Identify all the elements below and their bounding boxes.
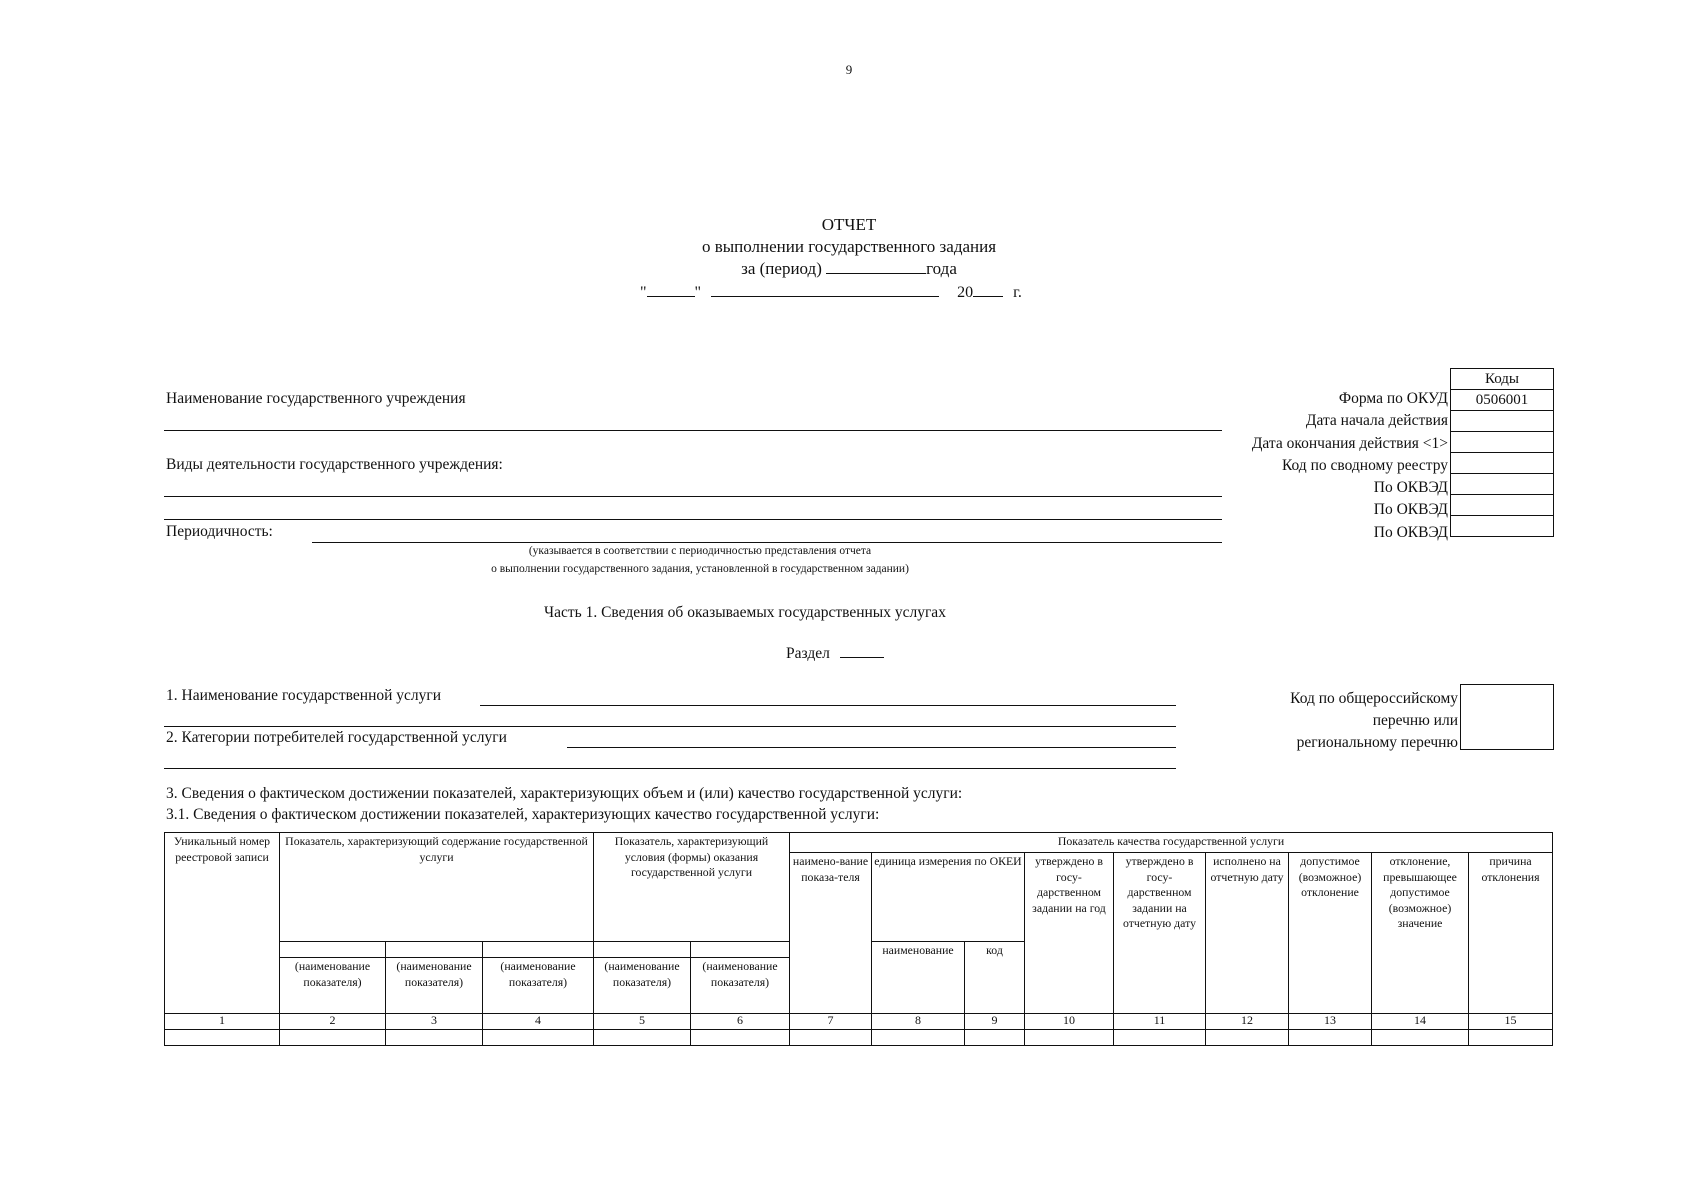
col-unit-code: код — [965, 942, 1025, 1014]
col-excess-deviation: отклонение, превышающее допустимое (возможное) значение — [1372, 853, 1469, 1014]
okved-code-3 — [1451, 516, 1554, 537]
registry-code-labels: Код по общероссийскому перечню или региональному перечню — [1290, 690, 1458, 751]
col-num-3: 3 — [386, 1014, 483, 1030]
col-executed: исполнено на отчетную дату — [1206, 853, 1289, 1014]
institution-name-line — [164, 430, 1222, 431]
label-start-date: Дата начала действия — [1305, 412, 1448, 430]
title-line3 — [0, 258, 1698, 280]
activities-line-1 — [164, 496, 1222, 497]
col-num-10: 10 — [1025, 1014, 1114, 1030]
col-unique-number: Уникальный номер реестровой записи — [165, 833, 280, 1014]
end-date-code — [1451, 432, 1554, 453]
col-allowed-deviation: допустимое (возможное) отклонение — [1289, 853, 1372, 1014]
periodicity-note-1: (указывается в соответствии с периодичностью представления отчета — [528, 545, 872, 557]
start-date-code — [1451, 411, 1554, 432]
periodicity-line — [312, 542, 1222, 543]
col-num-4: 4 — [483, 1014, 594, 1030]
quality-indicators-table — [164, 832, 1553, 1046]
title-line2: о выполнении государственного задания — [701, 237, 997, 256]
okved-code-2 — [1451, 495, 1554, 516]
label-end-date: Дата окончания действия <1> — [1251, 434, 1448, 452]
col-num-15: 15 — [1469, 1014, 1553, 1030]
periodicity-note-2: о выполнении государственного задания, установленной в государственном задании) — [491, 563, 909, 575]
col-content-indicator: Показатель, характеризующий содержание государственной услуги — [280, 833, 594, 942]
period-suffix: года — [926, 259, 957, 278]
report-title — [0, 214, 1698, 280]
label-okud: Форма по ОКУД — [1338, 390, 1448, 407]
col-approved-date: утверждено в госу-дарственном задании на отчетную дату — [1114, 853, 1206, 1014]
section-label: Раздел — [786, 645, 884, 663]
col-quality-indicator: Показатель качества государственной услуги — [790, 833, 1553, 853]
codes-labels — [1252, 388, 1448, 544]
col-unit: единица измерения по ОКЕИ — [872, 853, 1025, 942]
col-conditions-indicator: Показатель, характеризующий условия (формы) оказания государственной услуги — [594, 833, 790, 942]
registry-code-box — [1460, 684, 1554, 750]
activities-label: Виды деятельности государственного учреждения: — [166, 456, 503, 473]
heading-3: 3. Сведения о фактическом достижении показателей, характеризующих объем и (или) качество государственной услуги: — [166, 785, 963, 802]
period-prefix: за (период) — [741, 259, 822, 278]
content-sub-2 — [386, 942, 483, 958]
title-line1: ОТЧЕТ — [821, 215, 877, 234]
service-name-line — [480, 705, 1176, 706]
okud-code: 0506001 — [1451, 390, 1554, 411]
col-num-1: 1 — [165, 1014, 280, 1030]
conditions-sub-1 — [594, 942, 691, 958]
conditions-indicator-name-1: (наименование показателя) — [594, 958, 691, 1014]
label-registry: Код по сводному реестру — [1281, 456, 1448, 474]
content-indicator-name-2: (наименование показателя) — [386, 958, 483, 1014]
content-indicator-name-1: (наименование показателя) — [280, 958, 386, 1014]
col-num-13: 13 — [1289, 1014, 1372, 1030]
col-num-14: 14 — [1372, 1014, 1469, 1030]
column-numbers-row — [165, 1014, 1553, 1030]
table-row — [165, 1030, 1553, 1046]
institution-name-label: Наименование государственного учреждения — [166, 390, 466, 407]
col-approved-year: утверждено в госу-дарственном задании на год — [1025, 853, 1114, 1014]
periodicity-label: Периодичность: — [166, 523, 273, 540]
consumers-line — [567, 747, 1176, 748]
codes-table — [1450, 368, 1554, 537]
col-num-6: 6 — [691, 1014, 790, 1030]
part1-title: Часть 1. Сведения об оказываемых государственных услугах — [544, 604, 946, 621]
col-num-12: 12 — [1206, 1014, 1289, 1030]
codes-header: Коды — [1451, 369, 1554, 390]
col-num-7: 7 — [790, 1014, 872, 1030]
consumers-label: 2. Категории потребителей государственной услуги — [166, 729, 507, 746]
report-date: " " 20 г. — [640, 284, 1022, 301]
service-name-label: 1. Наименование государственной услуги — [166, 687, 442, 704]
col-num-2: 2 — [280, 1014, 386, 1030]
label-okved-1: По ОКВЭД — [1373, 479, 1448, 497]
page-number: 9 — [845, 62, 853, 77]
label-okved-2: По ОКВЭД — [1373, 501, 1448, 519]
conditions-indicator-name-2: (наименование показателя) — [691, 958, 790, 1014]
col-num-5: 5 — [594, 1014, 691, 1030]
consumers-line-2 — [164, 768, 1176, 769]
activities-line-2 — [164, 519, 1222, 520]
registry-code — [1451, 453, 1554, 474]
col-num-9: 9 — [965, 1014, 1025, 1030]
content-sub-1 — [280, 942, 386, 958]
label-okved-3: По ОКВЭД — [1373, 523, 1448, 541]
content-sub-3 — [483, 942, 594, 958]
col-num-11: 11 — [1114, 1014, 1206, 1030]
col-unit-name: наименование — [872, 942, 965, 1014]
content-indicator-name-3: (наименование показателя) — [483, 958, 594, 1014]
col-reason: причина отклонения — [1469, 853, 1553, 1014]
conditions-sub-2 — [691, 942, 790, 958]
service-name-line-2 — [164, 726, 1176, 727]
col-indicator-name: наимено-вание показа-теля — [790, 853, 872, 1014]
okved-code-1 — [1451, 474, 1554, 495]
col-num-8: 8 — [872, 1014, 965, 1030]
heading-3-1: 3.1. Сведения о фактическом достижении показателей, характеризующих качество государственной услуги: — [166, 806, 880, 823]
